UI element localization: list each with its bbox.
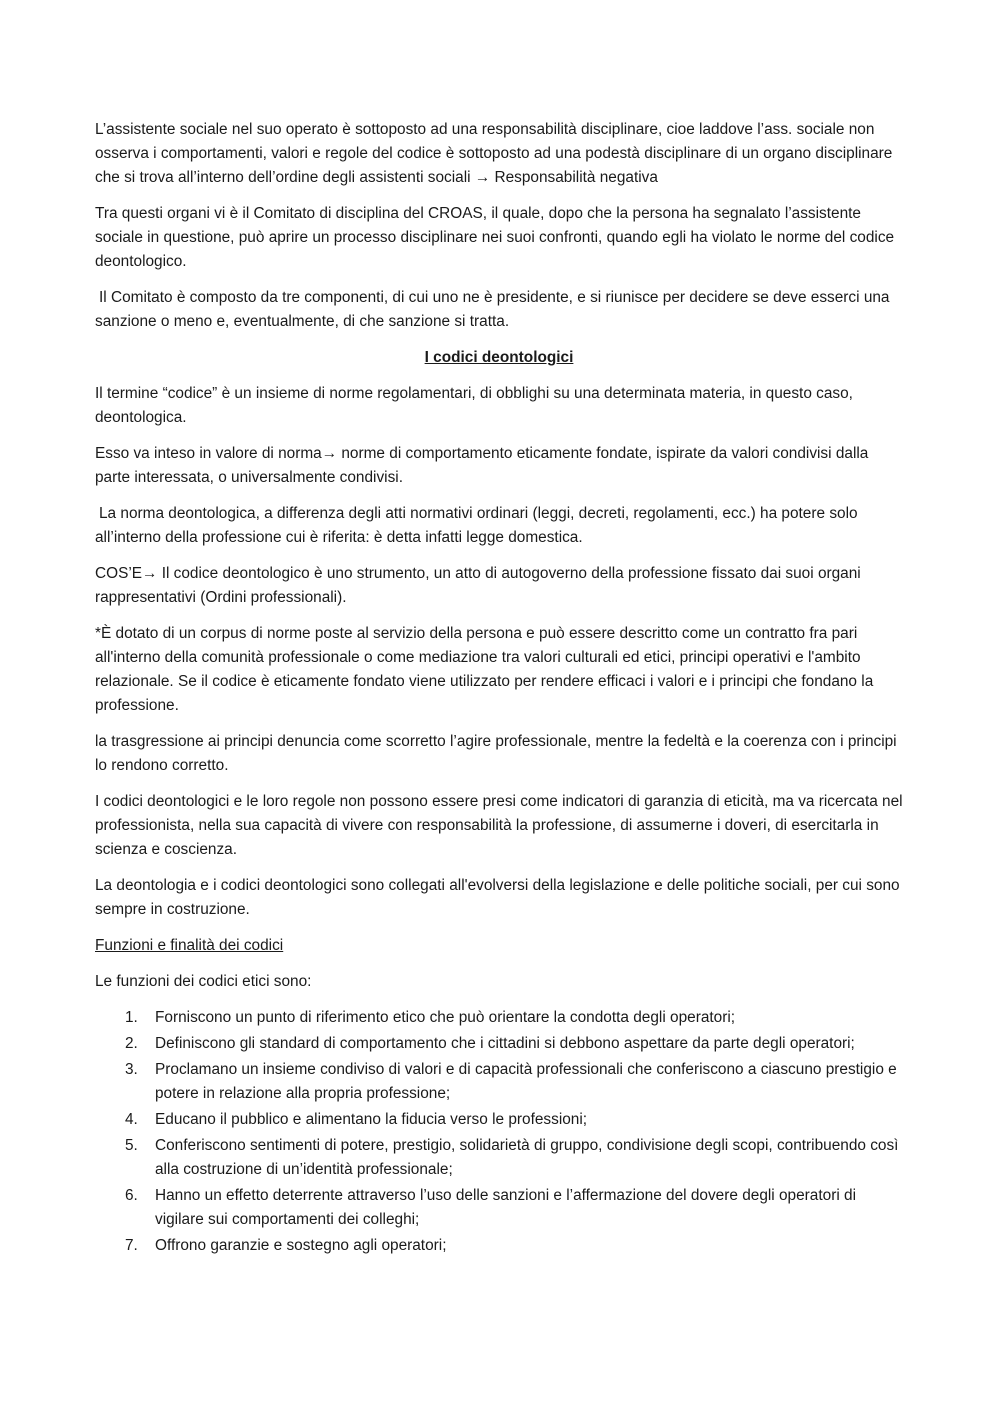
paragraph-comitato-croas: Tra questi organi vi è il Comitato di disciplina del CROAS, il quale, dopo che la persona ha segnalato l’assistente sociale in questione, può aprire un processo disciplinare nei suoi confronti, quando egli ha violato le norme del codice deontologico. (95, 205, 895, 270)
subsection-heading: Funzioni e finalità dei codici (95, 937, 284, 954)
list-number: 4. (125, 1111, 138, 1128)
paragraph-responsabilita: L’assistente sociale nel suo operato è sottoposto ad una responsabilità disciplinare, cioe laddove l’ass. sociale non osserva i comportamenti, valori e regole del codice è sottoposto ad una podestà disciplinare di un organo disciplinare che si trova all’interno dell’ordine degli assistenti sociali → Responsabilità negativa (95, 121, 893, 186)
list-text: Forniscono un punto di riferimento etico che può orientare la condotta degli operatori; (155, 1009, 736, 1026)
list-item (95, 1134, 903, 1182)
list-text: Educano il pubblico e alimentano la fiducia verso le professioni; (155, 1111, 588, 1128)
list-number: 5. (125, 1137, 138, 1154)
list-text: Proclamano un insieme condiviso di valori e di capacità professionali che conferiscono a ciascuno prestigio e potere in relazione alla propria professione; (155, 1061, 897, 1102)
list-text: Hanno un effetto deterrente attraverso l’uso delle sanzioni e l’affermazione del dovere degli operatori di vigilare sui comportamenti dei colleghi; (155, 1187, 856, 1228)
list-number: 7. (125, 1237, 138, 1254)
list-number: 3. (125, 1061, 138, 1078)
list-number: 6. (125, 1187, 138, 1204)
list-text: Definiscono gli standard di comportamento che i cittadini si debbono aspettare da parte degli operatori; (155, 1035, 855, 1052)
paragraph-indicatori-garanzia: I codici deontologici e le loro regole non possono essere presi come indicatori di garanzia di eticità, ma va ricercata nel professionista, nella sua capacità di vivere con responsabilità la professione, di assumerne i doveri, di esercitarla in scienza e coscienza. (95, 793, 903, 858)
list-text: Offrono garanzie e sostegno agli operatori; (155, 1237, 447, 1254)
paragraph-comitato-composizione: Il Comitato è composto da tre componenti, di cui uno ne è presidente, e si riunisce per decidere se deve esserci una sanzione o meno e, eventualmente, di che sanzione si tratta. (95, 289, 890, 330)
section-heading: I codici deontologici (424, 349, 574, 366)
paragraph-evoluzione: La deontologia e i codici deontologici sono collegati all'evolversi della legislazione e delle politiche sociali, per cui sono sempre in costruzione. (95, 877, 900, 918)
list-item (95, 1032, 903, 1056)
paragraph-cose: COS’E→ Il codice deontologico è uno strumento, un atto di autogoverno della professione fissato dai suoi organi rappresentativi (Ordini professionali). (95, 565, 861, 606)
paragraph-valore-norma: Esso va inteso in valore di norma→ norme di comportamento eticamente fondate, ispirate da valori condivisi dalla parte interessata, o universalmente condivisi. (95, 445, 869, 486)
list-item (95, 1234, 903, 1258)
document-page (95, 118, 903, 1260)
paragraph-norma-deontologica: La norma deontologica, a differenza degli atti normativi ordinari (leggi, decreti, regolamenti, ecc.) ha potere solo all’interno della professione cui è riferita: è detta infatti legge domestica. (95, 505, 858, 546)
list-item (95, 1006, 903, 1030)
paragraph-corpus-norme: *È dotato di un corpus di norme poste al servizio della persona e può essere descritto come un contratto fra pari all'interno della comunità professionale o come mediazione tra valori culturali ed etici, principi operativi e l'ambito relazionale. Se il codice è eticamente fondato viene utilizzato per rendere efficaci i valori e i principi che fondano la professione. (95, 625, 874, 714)
list-text: Conferiscono sentimenti di potere, prestigio, solidarietà di gruppo, condivisione degli scopi, contribuendo così alla costruzione di un’identità professionale; (155, 1137, 899, 1178)
paragraph-funzioni-intro: Le funzioni dei codici etici sono: (95, 973, 312, 990)
paragraph-trasgressione: la trasgressione ai principi denuncia come scorretto l’agire professionale, mentre la fedeltà e la coerenza con i principi lo rendono corretto. (95, 733, 897, 774)
list-item (95, 1108, 903, 1132)
list-item (95, 1058, 903, 1106)
list-number: 2. (125, 1035, 138, 1052)
list-item (95, 1184, 903, 1232)
paragraph-termine-codice: Il termine “codice” è un insieme di norme regolamentari, di obblighi su una determinata materia, in questo caso, deontologica. (95, 385, 853, 426)
list-number: 1. (125, 1009, 138, 1026)
functions-list (95, 1006, 903, 1258)
